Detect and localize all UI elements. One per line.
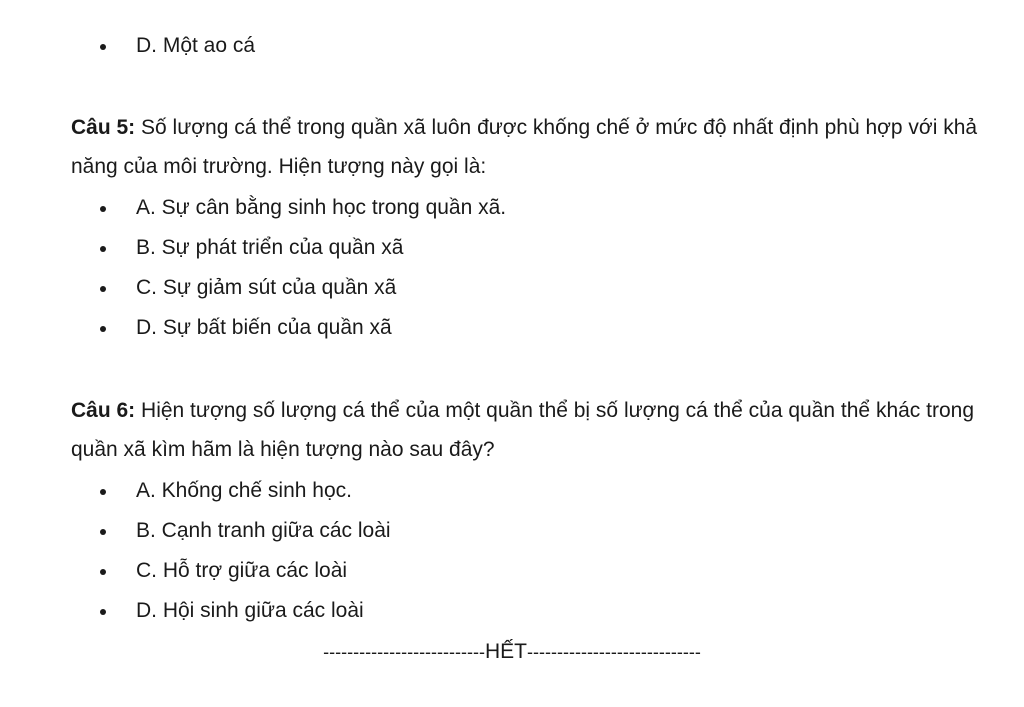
option-label: B. Sự phát triển của quần xã <box>136 236 404 259</box>
bullet-icon <box>100 489 106 495</box>
option-label: D. Một ao cá <box>136 34 256 57</box>
question-5 <box>71 108 1001 186</box>
end-dashes-left: --------------------------- <box>323 642 485 662</box>
bullet-icon <box>100 609 106 615</box>
end-label: HẾT <box>485 640 527 663</box>
question-text: Số lượng cá thể trong quần xã luôn được khống chế ở mức độ nhất định phù hợp với khả năng của môi trường. Hiện tượng này gọi là: <box>71 116 978 178</box>
option-label: D. Hội sinh giữa các loài <box>136 599 364 622</box>
bullet-icon <box>100 569 106 575</box>
question-number: Câu 5: <box>71 116 136 139</box>
end-dashes-right: ----------------------------- <box>527 642 701 662</box>
option-label: C. Hỗ trợ giữa các loài <box>136 559 348 582</box>
bullet-icon <box>100 206 106 212</box>
bullet-icon <box>100 529 106 535</box>
option-label: D. Sự bất biến của quần xã <box>136 316 392 339</box>
option-label: C. Sự giảm sút của quần xã <box>136 276 397 299</box>
option-label: B. Cạnh tranh giữa các loài <box>136 519 391 542</box>
question-text: Hiện tượng số lượng cá thể của một quần thể bị số lượng cá thể của quần thể khác trong quần xã kìm hãm là hiện tượng nào sau đây? <box>71 399 975 461</box>
question-6 <box>71 391 1001 469</box>
bullet-icon <box>100 326 106 332</box>
bullet-icon <box>100 286 106 292</box>
end-marker <box>0 638 1024 666</box>
option-label: A. Sự cân bằng sinh học trong quần xã. <box>136 196 507 219</box>
question-number: Câu 6: <box>71 399 136 422</box>
bullet-icon <box>100 246 106 252</box>
bullet-icon <box>100 44 106 50</box>
option-label: A. Khống chế sinh học. <box>136 479 352 502</box>
